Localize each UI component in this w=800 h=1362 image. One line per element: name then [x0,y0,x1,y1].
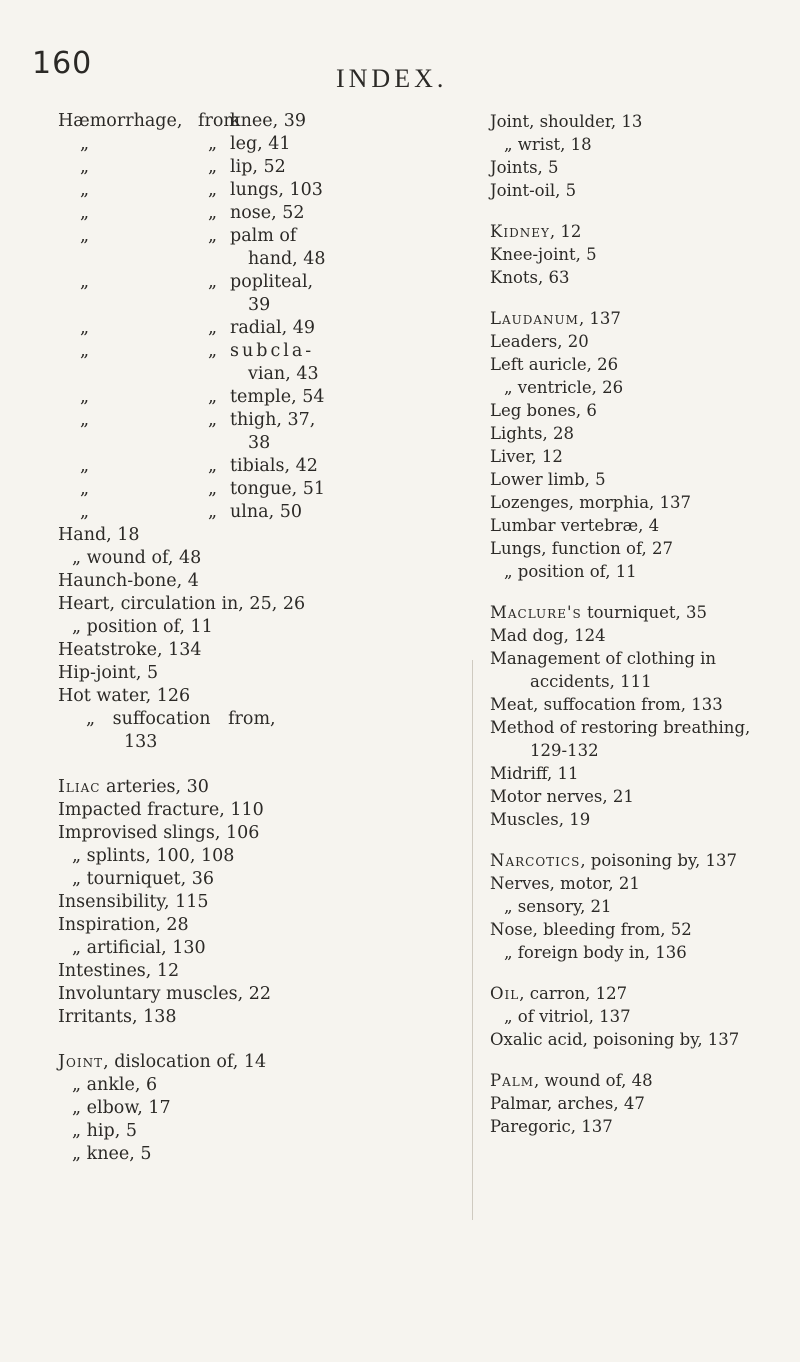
index-entry: „ wrist, 18 [504,135,592,154]
index-entry: Motor nerves, 21 [490,787,634,806]
index-entry: „ position of, 11 [72,617,213,637]
index-entry: „ elbow, 17 [72,1098,171,1118]
ditto-mark: „ [208,203,218,223]
index-entry: Impacted fracture, 110 [58,800,264,820]
ditto-mark: „ [80,502,90,522]
index-entry: „ suffocation from, [86,709,276,729]
index-entry [490,220,800,243]
index-entry: Joints, 5 [490,158,559,177]
ditto-mark: „ [80,272,90,292]
index-entry: 133 [124,732,158,752]
ditto-mark: „ [80,318,90,338]
index-entry: „ ventricle, 26 [504,378,624,397]
index-entry [58,776,458,799]
index-entry: „ of vitriol, 137 [504,1007,631,1026]
index-entry [58,478,458,501]
index-entry: Leg bones, 6 [490,401,597,420]
index-entry: Liver, 12 [490,447,563,466]
index-entry [490,849,800,872]
index-entry: „ tourniquet, 36 [72,869,214,889]
entry-text: thigh, 37, [230,410,316,430]
ditto-mark: „ [80,341,90,361]
entry-text: temple, 54 [230,387,325,407]
column-rule [472,660,473,1220]
index-entry-continued: accidents, 111 [530,672,652,691]
entry-text: tongue, 51 [230,479,326,499]
index-entry [58,110,458,133]
index-entry [58,340,458,363]
index-entry-continued [58,248,458,271]
index-entry [58,179,458,202]
entry-head: Hæmorrhage, [58,111,183,131]
running-title: INDEX. [336,64,448,93]
index-entry: Meat, suffocation from, 133 [490,695,723,714]
index-column-right [490,110,800,1138]
index-entry: „ hip, 5 [72,1121,137,1141]
ditto-mark: „ [208,318,218,338]
index-entry: „ splints, 100, 108 [72,846,235,866]
index-entry: Lumbar vertebræ, 4 [490,516,660,535]
index-entry: Lights, 28 [490,424,575,443]
entry-text: nose, 52 [230,203,305,223]
ditto-mark: „ [80,134,90,154]
index-entry [490,307,800,330]
entry-head: Iliac [58,777,101,797]
index-entry: Lungs, function of, 27 [490,539,673,558]
entry-text: , carron, 127 [519,984,628,1003]
entry-text: lip, 52 [230,157,286,177]
ditto-mark: „ [208,456,218,476]
ditto-mark: „ [80,410,90,430]
entry-text: vian, 43 [248,364,319,384]
index-entry: Irritants, 138 [58,1007,177,1027]
entry-text: , 12 [549,222,582,241]
index-entry: Haunch-bone, 4 [58,571,199,591]
index-entry: Nerves, motor, 21 [490,874,640,893]
ditto-mark: „ [80,226,90,246]
index-entry: Joint, shoulder, 13 [490,112,643,131]
index-entry: „ sensory, 21 [504,897,612,916]
index-entry-continued: 129-132 [530,741,599,760]
ditto-mark: „ [208,157,218,177]
index-entry: Lozenges, morphia, 137 [490,493,692,512]
index-entry-continued [58,432,458,455]
index-entry: Paregoric, 137 [490,1117,613,1136]
entry-text: radial, 49 [230,318,316,338]
index-entry: Muscles, 19 [490,810,591,829]
index-entry [58,1051,458,1074]
index-entry: Oxalic acid, poisoning by, 137 [490,1030,740,1049]
index-entry: Mad dog, 124 [490,626,606,645]
index-entry [58,202,458,225]
index-entry: „ foreign body in, 136 [504,943,687,962]
entry-head: Palm [490,1071,535,1090]
index-entry [58,271,458,294]
index-entry: Management of clothing in [490,649,717,668]
ditto-mark: „ [80,456,90,476]
index-entry [490,601,800,624]
ditto-mark: „ [80,157,90,177]
index-entry: Improvised slings, 106 [58,823,260,843]
index-entry: Heart, circulation in, 25, 26 [58,594,306,614]
index-entry: „ position of, 11 [504,562,637,581]
index-entry [58,317,458,340]
entry-head: Kidney [490,222,550,241]
index-entry [490,1069,800,1092]
index-entry: Left auricle, 26 [490,355,619,374]
index-entry: Nose, bleeding from, 52 [490,920,692,939]
index-entry [58,409,458,432]
entry-text: lungs, 103 [230,180,323,200]
ditto-mark: „ [208,410,218,430]
index-column-left [58,110,458,1166]
index-entry [490,982,800,1005]
index-entry: „ knee, 5 [72,1144,152,1164]
index-entry: Method of restoring breathing, [490,718,751,737]
index-entry: Palmar, arches, 47 [490,1094,645,1113]
index-entry: Joint-oil, 5 [490,181,577,200]
index-entry-continued [58,294,458,317]
index-entry [58,156,458,179]
ditto-mark: „ [208,341,218,361]
index-entry: Inspiration, 28 [58,915,189,935]
ditto-mark: „ [208,180,218,200]
index-entry: Knots, 63 [490,268,570,287]
ditto-mark: „ [80,387,90,407]
ditto-mark: „ [208,502,218,522]
index-entry [58,455,458,478]
page-number: 160 [32,46,93,81]
ditto-mark: „ [208,272,218,292]
entry-text: subcla- [230,341,315,361]
ditto-mark: „ [80,180,90,200]
index-entry: Midriff, 11 [490,764,579,783]
index-entry: Intestines, 12 [58,961,180,981]
index-entry [58,386,458,409]
index-entry: Hip-joint, 5 [58,663,159,683]
entry-text: , poisoning by, 137 [580,851,737,870]
entry-text: tourniquet, 35 [581,603,708,622]
entry-head: Joint [58,1052,104,1072]
ditto-mark: „ [208,479,218,499]
entry-head: Narcotics [490,851,581,870]
index-entry [58,501,458,524]
entry-text: , wound of, 48 [534,1071,653,1090]
ditto-mark: „ [208,134,218,154]
index-entry: Leaders, 20 [490,332,589,351]
entry-text: leg, 41 [230,134,291,154]
index-entry: Heatstroke, 134 [58,640,202,660]
entry-text: 38 [248,433,271,453]
index-entry: „ artificial, 130 [72,938,206,958]
entry-text: , 137 [578,309,621,328]
index-entry [58,225,458,248]
ditto-from: from [198,111,240,131]
index-entry: Hand, 18 [58,525,140,545]
ditto-mark: „ [80,203,90,223]
entry-text: popliteal, [230,272,314,292]
index-entry: „ wound of, 48 [72,548,202,568]
index-entry: Knee-joint, 5 [490,245,597,264]
index-entry: Lower limb, 5 [490,470,606,489]
index-entry: Involuntary muscles, 22 [58,984,271,1004]
index-entry [58,133,458,156]
entry-text: knee, 39 [230,111,306,131]
index-entry-continued [58,363,458,386]
entry-text: tibials, 42 [230,456,318,476]
entry-head: Laudanum [490,309,579,328]
ditto-mark: „ [208,226,218,246]
ditto-mark: „ [80,479,90,499]
ditto-mark: „ [208,387,218,407]
entry-head: Maclure's [490,603,582,622]
entry-text: hand, 48 [248,249,326,269]
entry-text: 39 [248,295,271,315]
index-entry: Hot water, 126 [58,686,191,706]
entry-text: , dislocation of, 14 [103,1052,267,1072]
index-entry: Insensibility, 115 [58,892,209,912]
entry-text: arteries, 30 [100,777,209,797]
entry-text: palm of [230,226,297,246]
index-entry: „ ankle, 6 [72,1075,158,1095]
entry-head: Oil [490,984,520,1003]
entry-text: ulna, 50 [230,502,302,522]
